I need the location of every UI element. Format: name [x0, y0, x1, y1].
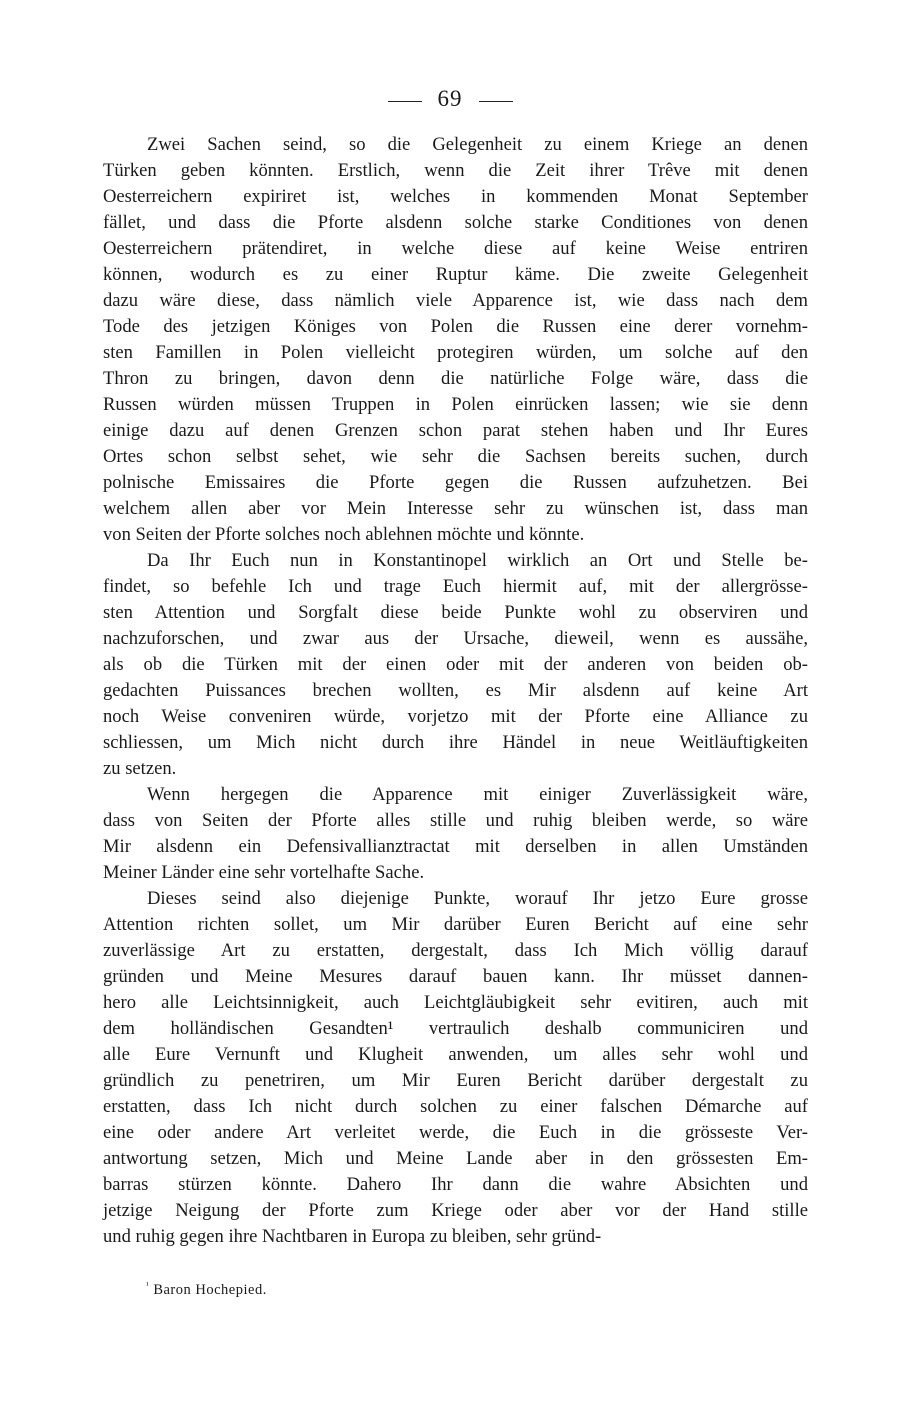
text-line: Ortes schon selbst sehet, wie sehr die Sachsen bereits suchen, durch: [103, 446, 808, 467]
text-line: zuverlässige Art zu erstatten, dergestalt, dass Ich Mich völlig darauf: [103, 940, 808, 961]
paragraph: [103, 132, 808, 548]
body-text: [103, 132, 808, 1250]
text-line: Türken geben könnten. Erstlich, wenn die Zeit ihrer Trêve mit denen: [103, 160, 808, 181]
footnote-marker: ¹: [146, 1280, 150, 1290]
text-line: nachzuforschen, und zwar aus der Ursache, dieweil, wenn es aussähe,: [103, 628, 808, 649]
text-line: hero alle Leichtsinnigkeit, auch Leichtgläubigkeit sehr evitiren, auch mit: [103, 992, 808, 1013]
text-line: Mir alsdenn ein Defensivallianztractat mit derselben in allen Umständen: [103, 836, 808, 857]
text-line: Oesterreichern expiriret ist, welches in kommenden Monat September: [103, 186, 808, 207]
text-line: als ob die Türken mit der einen oder mit der anderen von beiden ob-: [103, 654, 808, 675]
header-dash-left: [388, 101, 422, 102]
text-line: gedachten Puissances brechen wollten, es Mir alsdenn auf keine Art: [103, 680, 808, 701]
text-line: Wenn hergegen die Apparence mit einiger Zuverlässigkeit wäre,: [147, 784, 808, 805]
text-line: Russen würden müssen Truppen in Polen einrücken lassen; wie sie denn: [103, 394, 808, 415]
paragraph: [103, 886, 808, 1250]
text-line: findet, so befehle Ich und trage Euch hiermit auf, mit der allergrösse-: [103, 576, 808, 597]
footnote: [146, 1280, 267, 1299]
page-number: 69: [437, 86, 463, 111]
text-line: barras stürzen könnte. Dahero Ihr dann die wahre Absichten und: [103, 1174, 808, 1195]
text-line: Tode des jetzigen Königes von Polen die Russen eine derer vornehm-: [103, 316, 808, 337]
text-line: zu setzen.: [103, 758, 177, 779]
text-line: einige dazu auf denen Grenzen schon parat stehen haben und Ihr Eures: [103, 420, 808, 441]
text-line: eine oder andere Art verleitet werde, die Euch in die grösseste Ver-: [103, 1122, 808, 1143]
text-line: von Seiten der Pforte solches noch ablehnen möchte und könnte.: [103, 524, 585, 545]
text-line: fället, und dass die Pforte alsdenn solche starke Conditiones von denen: [103, 212, 808, 233]
text-line: Oesterreichern prätendiret, in welche diese auf keine Weise entriren: [103, 238, 808, 259]
text-line: noch Weise conveniren würde, vorjetzo mit der Pforte eine Alliance zu: [103, 706, 808, 727]
text-line: sten Attention und Sorgfalt diese beide Punkte wohl zu observiren und: [103, 602, 808, 623]
text-line: Dieses seind also diejenige Punkte, worauf Ihr jetzo Eure grosse: [147, 888, 808, 909]
text-line: sten Famillen in Polen vielleicht protegiren würden, um solche auf den: [103, 342, 808, 363]
text-line: gründlich zu penetriren, um Mir Euren Bericht darüber dergestalt zu: [103, 1070, 808, 1091]
text-line: alle Eure Vernunft und Klugheit anwenden, um alles sehr wohl und: [103, 1044, 808, 1065]
text-line: Zwei Sachen seind, so die Gelegenheit zu einem Kriege an denen: [147, 134, 808, 155]
text-line: jetzige Neigung der Pforte zum Kriege oder aber vor der Hand stille: [103, 1200, 808, 1221]
text-line: Thron zu bringen, davon denn die natürliche Folge wäre, dass die: [103, 368, 808, 389]
text-line: welchem allen aber vor Mein Interesse sehr zu wünschen ist, dass man: [103, 498, 808, 519]
paragraph: [103, 782, 808, 886]
text-line: antwortung setzen, Mich und Meine Lande aber in den grössesten Em-: [103, 1148, 808, 1169]
text-line: polnische Emissaires die Pforte gegen die Russen aufzuhetzen. Bei: [103, 472, 808, 493]
page-header: [0, 84, 900, 114]
text-line: schliessen, um Mich nicht durch ihre Händel in neue Weitläuftigkeiten: [103, 732, 808, 753]
text-line: dass von Seiten der Pforte alles stille und ruhig bleiben werde, so wäre: [103, 810, 808, 831]
text-line: Da Ihr Euch nun in Konstantinopel wirklich an Ort und Stelle be-: [147, 550, 808, 571]
header-dash-right: [479, 101, 513, 102]
text-line: dem holländischen Gesandten¹ vertraulich deshalb communiciren und: [103, 1018, 808, 1039]
text-line: dazu wäre diese, dass nämlich viele Apparence ist, wie dass nach dem: [103, 290, 808, 311]
text-line: Meiner Länder eine sehr vortelhafte Sache.: [103, 862, 425, 883]
paragraph: [103, 548, 808, 782]
text-line: gründen und Meine Mesures darauf bauen kann. Ihr müsset dannen-: [103, 966, 808, 987]
footnote-text: Baron Hochepied.: [153, 1282, 267, 1298]
text-line: erstatten, dass Ich nicht durch solchen zu einer falschen Démarche auf: [103, 1096, 808, 1117]
text-line: und ruhig gegen ihre Nachtbaren in Europa zu bleiben, sehr gründ-: [103, 1226, 602, 1247]
text-line: Attention richten sollet, um Mir darüber Euren Bericht auf eine sehr: [103, 914, 808, 935]
text-line: können, wodurch es zu einer Ruptur käme. Die zweite Gelegenheit: [103, 264, 808, 285]
